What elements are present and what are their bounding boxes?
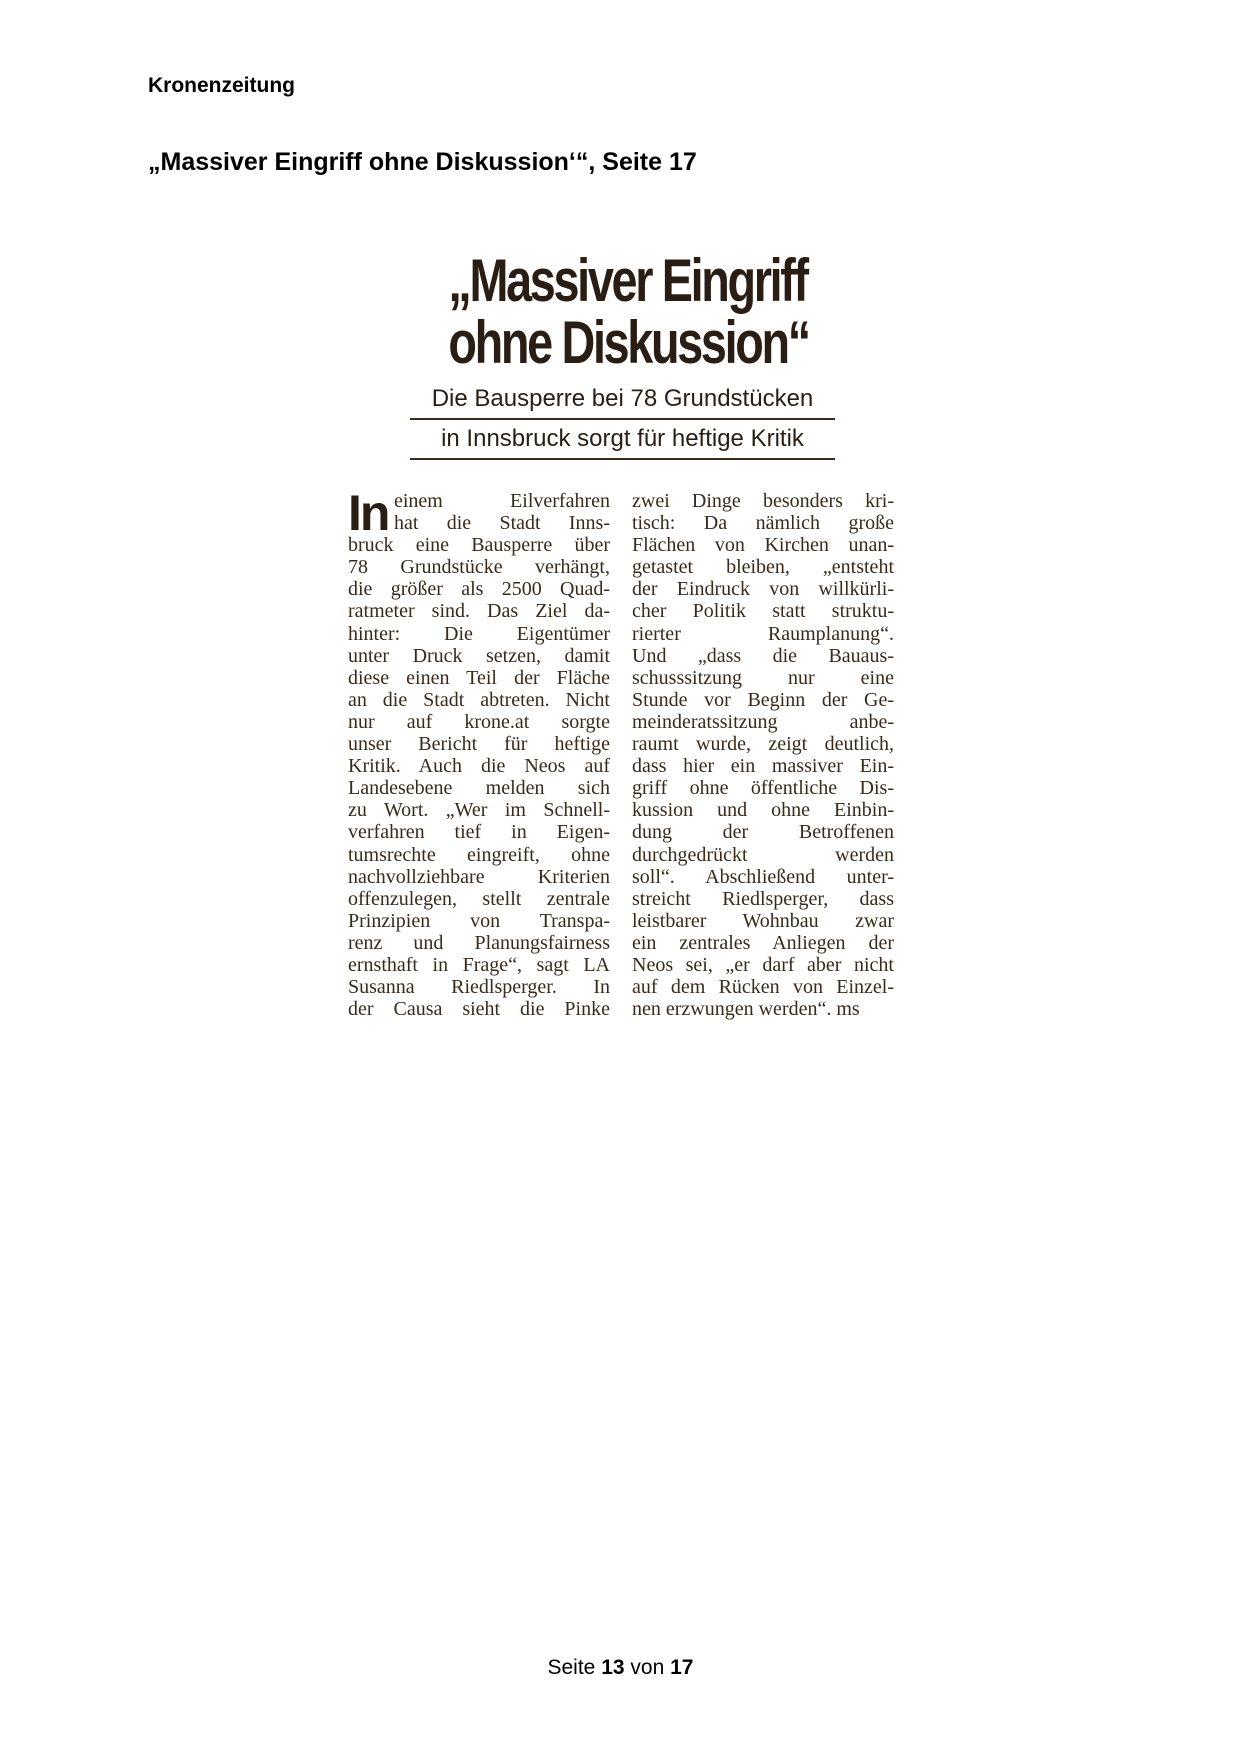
article-line [632, 490, 894, 512]
article-line [348, 910, 610, 932]
article-line [348, 799, 610, 821]
article-line-text: tumsrechte eingreift, ohne [348, 843, 610, 866]
article-line-text: einem Eilverfahren [394, 490, 610, 512]
drop-cap: In [348, 485, 389, 541]
article-headline [448, 247, 809, 376]
article-line-text: rierter Raumplanung“. [632, 622, 894, 645]
article-line [348, 689, 610, 711]
article-line-text: dass hier ein massiver Ein- [632, 755, 895, 778]
article-line [632, 689, 894, 711]
article-line [348, 556, 610, 578]
page-sep: von [630, 1656, 665, 1679]
article-line [348, 866, 610, 888]
article-line-text: nen erzwungen werden“. ms [632, 998, 860, 1021]
article-line-text: unser Bericht für heftige [348, 733, 610, 756]
article-line [348, 755, 610, 777]
article-line [348, 821, 610, 843]
article-line [632, 866, 894, 888]
article-line [348, 711, 610, 733]
article-line-text: verfahren tief in Eigen- [348, 821, 610, 844]
article-line [632, 844, 894, 866]
article-line-text: tisch: Da nämlich große [632, 512, 894, 535]
article-line-text: hat die Stadt Inns- [394, 512, 610, 535]
article-line [632, 888, 894, 910]
article-line [348, 976, 610, 998]
page-label: Seite [547, 1656, 596, 1679]
article-line [348, 777, 610, 799]
article-line [632, 711, 894, 733]
article-line-text: schusssitzung nur eine [632, 666, 894, 689]
article-line-text: zu Wort. „Wer im Schnell- [348, 799, 610, 822]
article-line-text: offenzulegen, stellt zentrale [348, 887, 610, 910]
article-line-text: Susanna Riedlsperger. In [348, 976, 611, 999]
article-line-text: ratmeter sind. Das Ziel da- [348, 600, 611, 623]
article-line-text: kussion und ohne Einbin- [632, 799, 894, 822]
article-subheadline: in Innsbruck sorgt für heftige Kritik [410, 424, 835, 460]
article-line [632, 600, 894, 622]
article-line [348, 645, 610, 667]
headline-line: „Massiver Eingriff [448, 247, 807, 314]
article-line [632, 512, 894, 534]
article-line [632, 578, 894, 600]
article-line-text: auf dem Rücken von Einzel- [632, 976, 895, 999]
article-line-text: dung der Betroffenen [632, 821, 895, 844]
article-line-text: Und „dass die Bauaus- [632, 644, 894, 667]
article-column-2 [632, 490, 894, 1020]
article-line [632, 556, 894, 578]
article-line [632, 623, 894, 645]
article-line-text: die größer als 2500 Quad- [348, 578, 610, 601]
article-line [348, 844, 610, 866]
article-line [632, 534, 894, 556]
article-line-text: Neos sei, „er darf aber nicht [632, 953, 894, 976]
article-line-text: hinter: Die Eigentümer [348, 622, 610, 645]
article-line [348, 623, 610, 645]
article-column-1 [348, 485, 611, 1021]
article-line [632, 910, 894, 932]
article-line [632, 799, 894, 821]
total-pages: 17 [670, 1656, 694, 1679]
article-line-text: renz und Planungsfairness [348, 931, 610, 954]
article-line-text: Kritik. Auch die Neos auf [348, 755, 610, 778]
article-line-text: soll“. Abschließend unter- [632, 865, 894, 888]
page-number [0, 1656, 1241, 1680]
document-title: „Massiver Eingriff ohne Diskussion‘“, Seite 17 [148, 148, 697, 176]
article-line-text: 78 Grundstücke verhängt, [348, 556, 610, 579]
article-line-text: Stunde vor Beginn der Ge- [632, 688, 894, 711]
headline-line: ohne Diskussion“ [448, 309, 809, 376]
article-line-text: der Causa sieht die Pinke [348, 998, 610, 1021]
article-line [632, 976, 894, 998]
article-line-text: durchgedrückt werden [632, 843, 894, 866]
article-line-text: ernsthaft in Frage“, sagt LA [348, 953, 610, 976]
article-line-text: diese einen Teil der Fläche [348, 666, 610, 689]
article-line-text: leistbarer Wohnbau zwar [632, 909, 894, 932]
article-line-text: an die Stadt abtreten. Nicht [348, 688, 610, 711]
article-line-text: streicht Riedlsperger, dass [632, 887, 894, 910]
article-line-text: raumt wurde, zeigt deutlich, [632, 733, 895, 756]
article-subheadline: Die Bausperre bei 78 Grundstücken [410, 384, 835, 420]
article-line [632, 645, 894, 667]
article-line-text: getastet bleiben, „entsteht [632, 556, 894, 579]
article-line [632, 755, 894, 777]
article-line [348, 932, 610, 954]
article-line [632, 667, 894, 689]
article-line [632, 954, 894, 976]
article-line-text: griff ohne öffentliche Dis- [632, 777, 894, 800]
article-line [632, 932, 894, 954]
article-line-text: zwei Dinge besonders kri- [632, 490, 894, 512]
current-page: 13 [601, 1656, 625, 1679]
article-line [348, 733, 610, 755]
article-line-text: meinderatssitzung anbe- [632, 710, 894, 733]
article-line [348, 954, 610, 976]
article-line [348, 888, 610, 910]
article-line [632, 821, 894, 843]
article-line-text: ein zentrales Anliegen der [632, 931, 895, 954]
article-line [348, 667, 610, 689]
article-line-text: nachvollziehbare Kriterien [348, 865, 610, 888]
article-line-text: cher Politik statt struktu- [632, 600, 895, 623]
article-line-text: bruck eine Bausperre über [348, 534, 610, 557]
article-line [632, 998, 894, 1020]
article-line-text: unter Druck setzen, damit [348, 644, 611, 667]
article-line-text: Flächen von Kirchen unan- [632, 534, 895, 557]
article-line [632, 777, 894, 799]
source-name: Kronenzeitung [148, 74, 295, 97]
article-line [348, 578, 610, 600]
article-line [348, 600, 610, 622]
article-line-text: Prinzipien von Transpa- [348, 909, 610, 932]
article-line [632, 733, 894, 755]
article-line-text: nur auf krone.at sorgte [348, 710, 610, 733]
article-line-text: der Eindruck von willkürli- [632, 578, 894, 601]
article-line [348, 998, 610, 1020]
article-line-text: Landesebene melden sich [348, 777, 611, 800]
